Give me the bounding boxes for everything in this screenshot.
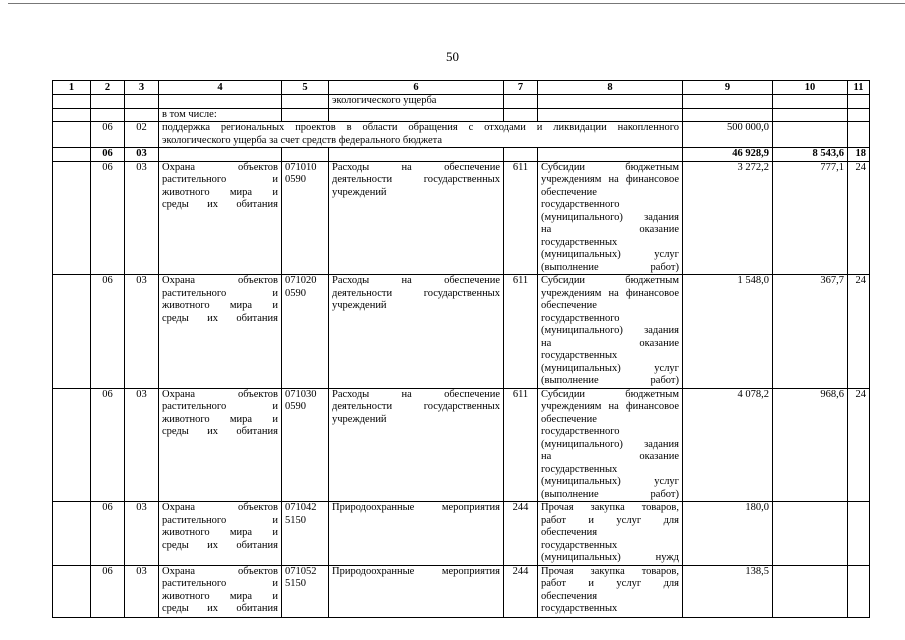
subsection-code: 03 bbox=[125, 502, 159, 566]
amount-cell: 3 272,2 bbox=[683, 161, 773, 275]
expense-type-name-line: на оказание bbox=[541, 337, 679, 349]
target-code-line: 071042 bbox=[285, 502, 317, 513]
program-name-line: животного мира и bbox=[162, 413, 278, 425]
expense-name-line: деятельности государственных bbox=[332, 287, 500, 299]
program-name-line: Охрана объектов bbox=[162, 388, 278, 400]
expense-name bbox=[329, 502, 504, 566]
program-name-line: животного мира и bbox=[162, 527, 278, 538]
amount-cell: 1 548,0 bbox=[683, 275, 773, 389]
budget-table bbox=[52, 80, 870, 618]
program-name bbox=[159, 275, 282, 389]
count-cell: 24 bbox=[848, 161, 870, 275]
expense-name-line: учреждений bbox=[332, 300, 387, 311]
expense-type-name-line: государственного bbox=[541, 199, 620, 210]
expense-type-name-line: (муниципального) задания bbox=[541, 325, 679, 336]
program-name-line: среды их обитания bbox=[162, 603, 278, 614]
program-name-line: животного мира и bbox=[162, 590, 278, 602]
header-cell: 3 bbox=[125, 81, 159, 95]
program-name-line: растительного и bbox=[162, 578, 278, 589]
subsection-code: 03 bbox=[125, 161, 159, 275]
program-name-line: Охрана объектов bbox=[162, 502, 278, 513]
subsection-code: 03 bbox=[125, 565, 159, 617]
table-row bbox=[53, 502, 870, 566]
program-name bbox=[159, 388, 282, 502]
expense-type-name-line: государственного bbox=[541, 426, 620, 437]
expense-name bbox=[329, 388, 504, 502]
target-code-line: 071030 bbox=[285, 388, 317, 400]
expense-name-line: учреждений bbox=[332, 413, 387, 425]
expense-type-name bbox=[538, 388, 683, 502]
target-code-line: 071020 bbox=[285, 275, 317, 286]
target-code-line: 071010 bbox=[285, 161, 317, 173]
program-name-line: среды их обитания bbox=[162, 199, 278, 210]
expense-name bbox=[329, 275, 504, 389]
subsection-code: 03 bbox=[125, 275, 159, 389]
amount-cell bbox=[773, 565, 848, 617]
expense-name bbox=[329, 161, 504, 275]
header-cell: 9 bbox=[683, 81, 773, 95]
target-code-line: 0590 bbox=[285, 287, 306, 299]
continuation-row bbox=[53, 95, 870, 109]
count-cell: 24 bbox=[848, 275, 870, 389]
expense-type-name bbox=[538, 275, 683, 389]
program-name-line: среды их обитания bbox=[162, 539, 278, 551]
expense-type-code: 611 bbox=[504, 275, 538, 389]
expense-type-name-line: государственного bbox=[541, 312, 620, 324]
amount-cell: 500 000,0 bbox=[683, 122, 773, 148]
expense-type-code: 244 bbox=[504, 565, 538, 617]
expense-type-name-line: обеспечение bbox=[541, 300, 597, 311]
expense-type-name bbox=[538, 565, 683, 617]
subtotal-description bbox=[159, 122, 683, 148]
count-cell: 18 bbox=[848, 148, 870, 162]
header-row bbox=[53, 81, 870, 95]
expense-name-line: деятельности государственных bbox=[332, 401, 500, 412]
section-code: 06 bbox=[91, 502, 125, 566]
count-cell bbox=[848, 502, 870, 566]
target-code bbox=[282, 275, 329, 389]
expense-type-name-line: государственных bbox=[541, 463, 618, 475]
expense-type-name-line: государственных bbox=[541, 350, 618, 361]
amount-cell: 46 928,9 bbox=[683, 148, 773, 162]
subsection-code: 03 bbox=[125, 148, 159, 162]
program-name-line: животного мира и bbox=[162, 300, 278, 311]
expense-type-name-line: обеспечения bbox=[541, 590, 598, 602]
expense-type-name-line: обеспечения bbox=[541, 527, 598, 538]
section-code: 06 bbox=[91, 565, 125, 617]
header-cell: 10 bbox=[773, 81, 848, 95]
count-cell: 24 bbox=[848, 388, 870, 502]
program-name-line: растительного и bbox=[162, 514, 278, 526]
program-name-line: Охрана объектов bbox=[162, 161, 278, 173]
program-name-line: животного мира и bbox=[162, 186, 278, 198]
page-number: 50 bbox=[446, 49, 459, 64]
including-label: в том числе: bbox=[159, 108, 282, 122]
expense-type-name-line: на оказание bbox=[541, 451, 679, 462]
target-code bbox=[282, 388, 329, 502]
expense-type-name-line: обеспечение bbox=[541, 413, 597, 425]
section-code: 06 bbox=[91, 275, 125, 389]
header-cell: 7 bbox=[504, 81, 538, 95]
expense-type-name-line: учреждениям на финансовое bbox=[541, 287, 679, 299]
amount-cell: 777,1 bbox=[773, 161, 848, 275]
program-name-line: Охрана объектов bbox=[162, 565, 278, 577]
expense-name-line: Природоохранные мероприятия bbox=[332, 565, 500, 577]
including-row bbox=[53, 108, 870, 122]
expense-type-name-line: (муниципальных) услуг bbox=[541, 476, 679, 487]
program-name-line: растительного и bbox=[162, 287, 278, 299]
program-name bbox=[159, 502, 282, 566]
expense-type-name-line: учреждениям на финансовое bbox=[541, 401, 679, 412]
program-name-line: среды их обитания bbox=[162, 426, 278, 437]
expense-type-name-line: (выполнение работ) bbox=[541, 488, 679, 500]
expense-type-name-line: учреждениям на финансовое bbox=[541, 174, 679, 185]
expense-type-name-line: Субсидии бюджетным bbox=[541, 161, 679, 173]
target-code-line: 071052 bbox=[285, 565, 317, 577]
expense-name-line: учреждений bbox=[332, 186, 387, 198]
total-row bbox=[53, 148, 870, 162]
header-cell: 1 bbox=[53, 81, 91, 95]
amount-cell: 138,5 bbox=[683, 565, 773, 617]
subtotal-text-line: экологического ущерба за счет средств федерального бюджета bbox=[162, 134, 443, 146]
header-cell: 4 bbox=[159, 81, 282, 95]
expense-type-name bbox=[538, 502, 683, 566]
section-code: 06 bbox=[91, 122, 125, 148]
expense-type-name-line: (муниципального) задания bbox=[541, 211, 679, 223]
table-row bbox=[53, 275, 870, 389]
expense-type-name-line: (выполнение работ) bbox=[541, 261, 679, 273]
subsection-code: 02 bbox=[125, 122, 159, 148]
subtotal-text-line: поддержка региональных проектов в области обращения с отходами и ликвидации накопленного bbox=[162, 122, 679, 133]
target-code bbox=[282, 502, 329, 566]
header-cell: 11 bbox=[848, 81, 870, 95]
amount-cell: 180,0 bbox=[683, 502, 773, 566]
expense-type-name-line: (муниципальных) услуг bbox=[541, 362, 679, 374]
amount-cell: 4 078,2 bbox=[683, 388, 773, 502]
program-name bbox=[159, 565, 282, 617]
program-name-line: Охрана объектов bbox=[162, 275, 278, 286]
target-code bbox=[282, 565, 329, 617]
expense-type-name bbox=[538, 161, 683, 275]
table-row bbox=[53, 388, 870, 502]
expense-type-name-line: Субсидии бюджетным bbox=[541, 275, 679, 286]
amount-cell: 367,7 bbox=[773, 275, 848, 389]
program-name-line: среды их обитания bbox=[162, 312, 278, 324]
expense-type-name-line: обеспечение bbox=[541, 186, 597, 198]
target-code bbox=[282, 161, 329, 275]
expense-type-name-line: (муниципальных) услуг bbox=[541, 249, 679, 260]
table-row bbox=[53, 565, 870, 617]
table-row bbox=[53, 161, 870, 275]
expense-type-name-line: государственных bbox=[541, 236, 618, 248]
subsection-code: 03 bbox=[125, 388, 159, 502]
expense-type-name-line: Прочая закупка товаров, bbox=[541, 565, 679, 577]
target-code-line: 5150 bbox=[285, 578, 306, 589]
target-code-line: 0590 bbox=[285, 174, 306, 185]
header-cell: 8 bbox=[538, 81, 683, 95]
expense-type-name-line: работ и услуг для bbox=[541, 578, 679, 589]
expense-type-name-line: (муниципальных) нужд bbox=[541, 552, 679, 563]
section-code: 06 bbox=[91, 388, 125, 502]
expense-type-name-line: на оказание bbox=[541, 224, 679, 235]
expense-type-name-line: Прочая закупка товаров, bbox=[541, 502, 679, 513]
expense-type-name-line: государственных bbox=[541, 603, 618, 614]
expense-name bbox=[329, 565, 504, 617]
expense-type-code: 611 bbox=[504, 161, 538, 275]
expense-name-line: деятельности государственных bbox=[332, 174, 500, 185]
top-border-line bbox=[8, 3, 905, 4]
continuation-text: экологического ущерба bbox=[329, 95, 504, 109]
expense-type-name-line: Субсидии бюджетным bbox=[541, 388, 679, 400]
section-code: 06 bbox=[91, 161, 125, 275]
expense-type-code: 611 bbox=[504, 388, 538, 502]
program-name-line: растительного и bbox=[162, 401, 278, 412]
header-cell: 5 bbox=[282, 81, 329, 95]
expense-type-name-line: (муниципального) задания bbox=[541, 438, 679, 450]
program-name bbox=[159, 161, 282, 275]
count-cell bbox=[848, 565, 870, 617]
target-code-line: 5150 bbox=[285, 514, 306, 526]
expense-type-name-line: работ и услуг для bbox=[541, 514, 679, 526]
amount-cell: 8 543,6 bbox=[773, 148, 848, 162]
expense-name-line: Расходы на обеспечение bbox=[332, 388, 500, 400]
program-name-line: растительного и bbox=[162, 174, 278, 185]
target-code-line: 0590 bbox=[285, 401, 306, 412]
section-code: 06 bbox=[91, 148, 125, 162]
expense-type-name-line: государственных bbox=[541, 539, 618, 551]
expense-type-code: 244 bbox=[504, 502, 538, 566]
amount-cell: 968,6 bbox=[773, 388, 848, 502]
expense-name-line: Расходы на обеспечение bbox=[332, 275, 500, 286]
header-cell: 6 bbox=[329, 81, 504, 95]
header-cell: 2 bbox=[91, 81, 125, 95]
amount-cell bbox=[773, 502, 848, 566]
expense-name-line: Природоохранные мероприятия bbox=[332, 502, 500, 513]
expense-name-line: Расходы на обеспечение bbox=[332, 161, 500, 173]
subtotal-row bbox=[53, 122, 870, 148]
expense-type-name-line: (выполнение работ) bbox=[541, 375, 679, 386]
